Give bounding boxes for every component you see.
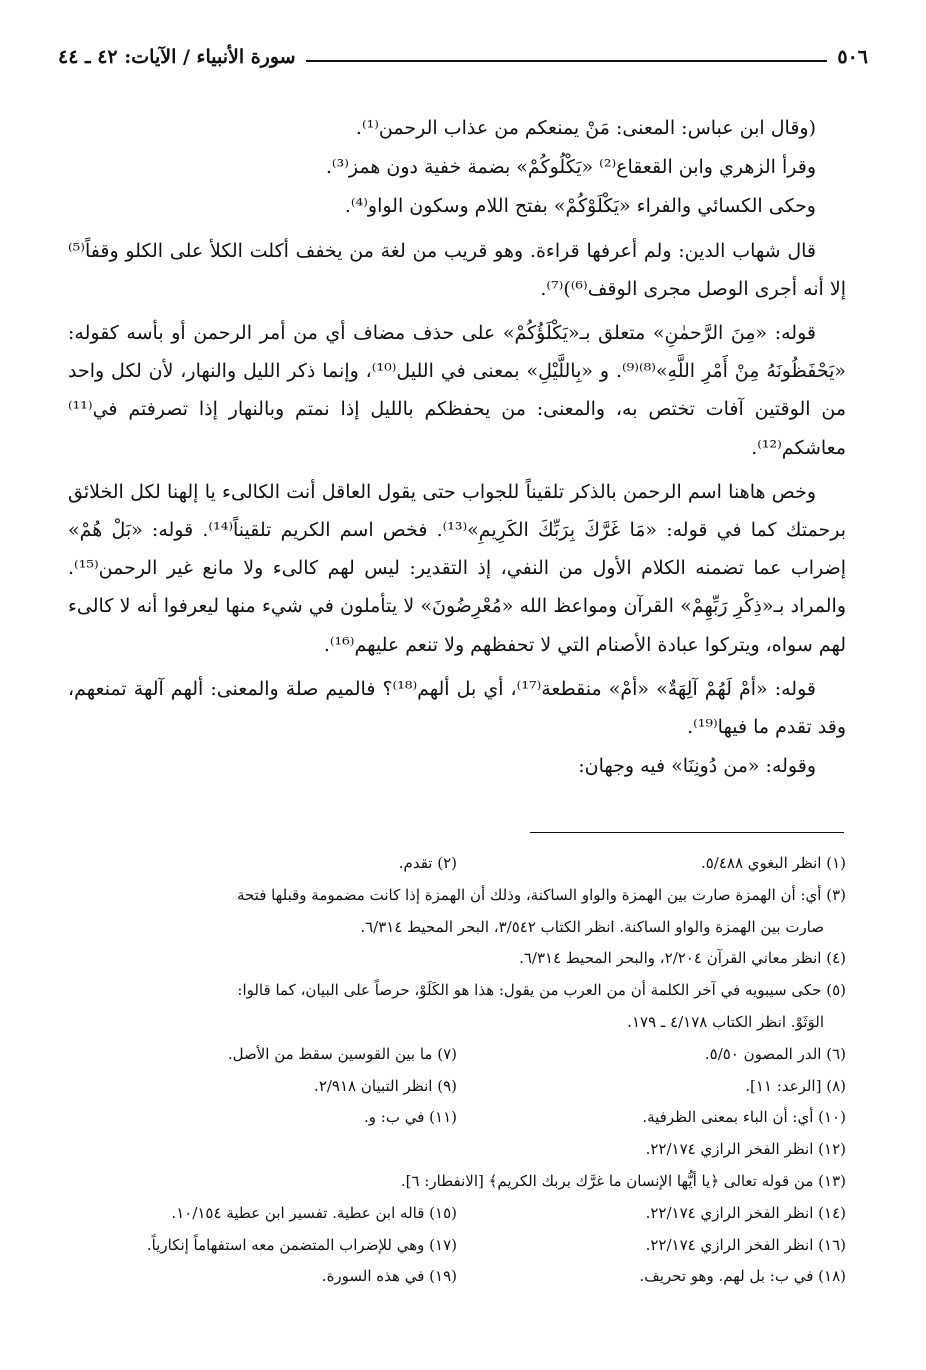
footnote: (٣) أي: أن الهمزة صارت بين الهمزة والواو الساكنة، وذلك أن الهمزة إذا كانت مضمومة وقبلها فتحة [236,885,846,904]
main-text [68,108,846,785]
paragraph: قوله: «أمْ لَهُمْ آلِهَةٌ» «أمْ» منقطعة⁽¹⁷⁾، أي بل ألهم⁽¹⁸⁾؟ فالميم صلة والمعنى: ألهم آلهة تمنعهم، وقد تقدم ما فيها⁽¹⁹⁾. [68,677,846,739]
footnote: (١٠) أي: أن الباء بمعنى الظرفية. [642,1108,846,1127]
footnote: (١٦) انظر الفخر الرازي ٢٢/١٧٤. [645,1235,846,1254]
footnote: (٦) الدر المصون ٥/٥٠. [704,1044,846,1063]
footnote-row [68,975,846,1007]
paragraph: وقرأ الزهري وابن القعقاع⁽²⁾ «يَكْلُوكُمْ» بضمة خفية دون همز⁽³⁾. [325,156,816,179]
footnote: (٩) انظر التبيان ٢/٩١٨. [314,1076,457,1095]
footnote: (٧) ما بين القوسين سقط من الأصل. [227,1044,457,1063]
footnote-continuation: الوَثَوْ. انظر الكتاب ٤/١٧٨ ـ ١٧٩. [627,1012,824,1031]
paragraph: (وقال ابن عباس: المعنى: مَنْ يمنعكم من عذاب الرحمن⁽¹⁾. [355,117,816,139]
paragraph: وخص هاهنا اسم الرحمن بالذكر تلقيناً للجواب حتى يقول العاقل أنت الكالىء يا إلهنا لكل الخلائق برحمتك كما في قوله: «مَا غَرَّكَ بِرَبِّكَ الكَرِيمِ»⁽¹³⁾. فخص اسم الكريم تلقيناً⁽¹⁴⁾. قوله: «بَلْ هُمْ» إضراب عما تضمنه الكلام الأول من النفي، إذ التقدير: ليس لهم كالىء ولا مانع غير الرحمن⁽¹⁵⁾. والمراد بـ«ذِكْرِ رَبِّهِمْ» القرآن ومواعظ الله «مُعْرِضُونَ» لا يتأملون في شيء منها ليعرفوا أنه لا كالىء لهم سواه، ويتركوا عبادة الأصنام التي لا تحفظهم ولا تنعم عليهم⁽¹⁶⁾. [68,480,846,656]
footnote: (٤) انظر معاني القرآن ٢/٢٠٤، والبحر المحيط ٦/٣١٤. [519,949,846,968]
footnote-row [68,1039,846,1071]
footnote: (١٣) من قوله تعالى ﴿يا أيُّها الإنسان ما غرَّك بربك الكريم﴾ [الانفطار: ٦]. [400,1171,846,1190]
footnote: (١١) في ب: و. [364,1108,457,1127]
footnote-row [68,1166,846,1198]
running-title: سورة الأنبياء / الآيات: ٤٢ ـ ٤٤ [58,46,296,68]
footnote: (٨) [الرعد: ١١]. [745,1076,846,1095]
footnote: (١٩) في هذه السورة. [321,1267,457,1286]
footnote-row [68,1071,846,1103]
footnote-row [68,1261,846,1293]
footnote-row [68,1134,846,1166]
footnote-divider [530,832,844,833]
footnote: (١٢) انظر الفخر الرازي ٢٢/١٧٤. [645,1140,846,1159]
footnote: (٥) حكى سيبويه في آخر الكلمة أن من العرب من يقول: هذا هو الكَلَوْ، حرصاً على البيان، كما قالوا: [237,981,846,1000]
footnote-continuation: صارت بين الهمزة والواو الساكنة. انظر الكتاب ٣/٥٤٢، البحر المحيط ٦/٣١٤. [360,917,824,936]
footnote-row [68,912,846,944]
footnote-row [68,1007,846,1039]
header-rule [306,60,828,62]
paragraph: قال شهاب الدين: ولم أعرفها قراءة. وهو قريب من لغة من يخفف أكلت الكلأ على الكلو وقفاً⁽⁵⁾ إلا أنه أجرى الوصل مجرى الوقف⁽⁶⁾)⁽⁷⁾. [68,239,846,300]
footnote: (٢) تقدم. [398,854,457,872]
footnote-row [68,848,846,880]
footnote-row [68,943,846,975]
footnote: (١٧) وهي للإضراب المتضمن معه استفهاماً إنكارياً. [146,1235,457,1254]
footnote: (١٨) في ب: بل لهم. وهو تحريف. [639,1267,846,1286]
footnote: (١٥) قاله ابن عطية. تفسير ابن عطية ١٠/١٥٤. [171,1203,457,1222]
footnote: (١٤) انظر الفخر الرازي ٢٢/١٧٤. [645,1203,846,1222]
paragraph: وقوله: «من دُونِنَا» فيه وجهان: [578,755,816,778]
page-number: ٥٠٦ [837,46,868,68]
footnote-row [68,1198,846,1230]
footnote: (١) انظر البغوي ٥/٤٨٨. [700,854,846,872]
footnotes [68,848,846,1293]
footnote-row [68,1102,846,1134]
footnote-row [68,880,846,912]
paragraph: وحكى الكسائي والفراء «يَكْلَوْكُمْ» بفتح اللام وسكون الواو⁽⁴⁾. [344,195,816,218]
page-header [58,34,868,68]
footnote-row [68,1230,846,1262]
paragraph: قوله: «مِنَ الرَّحمٰنِ» متعلق بـ«يَكْلَؤُكُمْ» على حذف مضاف أي من أمر الرحمن أو بأسه كقوله: «يَحْفَظُونَهُ مِنْ أَمْرِ اللَّهِ»⁽⁸⁾⁽⁹⁾. و «بِاللَّيْلِ» بمعنى في الليل⁽¹⁰⁾، وإنما ذكر الليل والنهار، لأن لكل واحد من الوقتين آفات تختص به، والمعنى: من يحفظكم بالليل إذا نمتم وبالنهار إذا تصرفتم في⁽¹¹⁾ معاشكم⁽¹²⁾. [68,322,846,459]
